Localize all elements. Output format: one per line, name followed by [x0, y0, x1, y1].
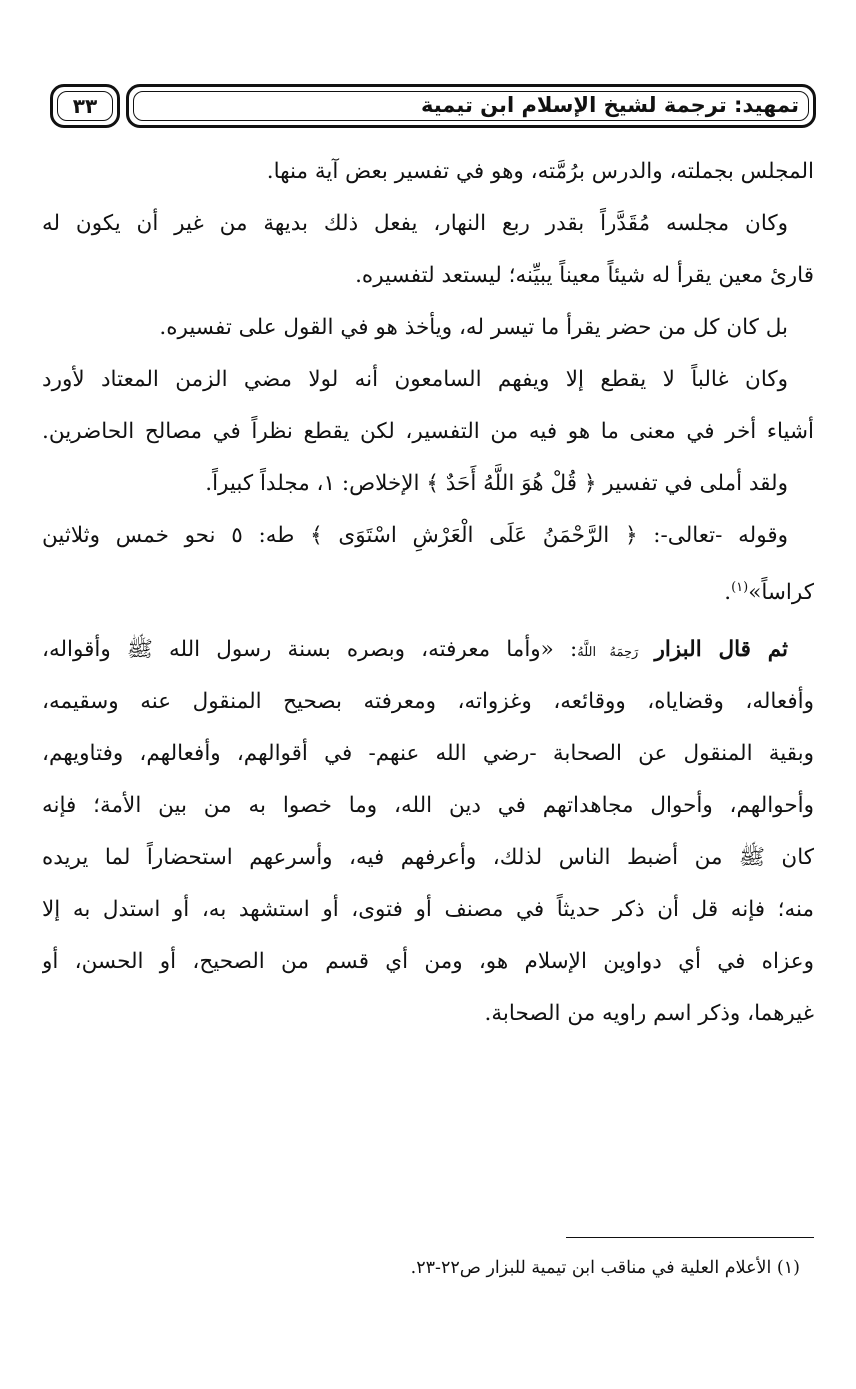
footnote: (١) الأعلام العلية في مناقب ابن تيمية للبزار ص٢٢-٢٣.: [410, 1258, 800, 1278]
text-line: منه؛ فإنه قل أن ذكر حديثاً في مصنف أو فتوى، أو استشهد به، أو استدل به إلا: [42, 897, 814, 922]
surah-reference: الإخلاص: ١، مجلداً كبيراً.: [205, 471, 420, 496]
text-line: قارئ معين يقرأ له شيئاً معيناً يبيِّنه؛ ليستعد لتفسيره.: [355, 263, 814, 288]
quran-verse: ﴿ الرَّحْمَنُ عَلَى الْعَرْشِ اسْتَوَى ﴾: [310, 523, 638, 548]
text-span: .: [724, 580, 732, 606]
header-title-frame: [126, 84, 816, 128]
main-text: [42, 146, 814, 1040]
paragraph-gap: [42, 614, 814, 624]
text-line: كان ﷺ من أضبط الناس لذلك، وأعرفهم فيه، وأسرعهم استحضاراً لما يريده: [42, 845, 814, 870]
text-line: أشياء أخر في معنى ما هو فيه من التفسير، لكن يقطع نظراً في مصالح الحاضرين.: [42, 419, 814, 444]
text-span: ولقد أملى في تفسير: [603, 471, 788, 496]
text-line: بل كان كل من حضر يقرأ ما تيسر له، ويأخذ هو في القول على تفسيره.: [159, 315, 788, 340]
page-number-frame: [50, 84, 120, 128]
text-line: وكان غالباً لا يقطع إلا ويفهم السامعون أنه لولا مضي الزمن المعتاد لأورد: [42, 367, 788, 392]
text-line: وأفعاله، وقضاياه، ووقائعه، وغزواته، ومعرفته بصحيح المنقول عنه وسقيمه،: [42, 689, 814, 714]
text-line: وبقية المنقول عن الصحابة -رضي الله عنهم- في أقوالهم، وأفعالهم، وفتاويهم،: [42, 741, 814, 766]
honorific: رَحِمَهُ اللَّهُ: [577, 645, 639, 660]
page-number: ٣٣: [72, 94, 98, 118]
running-header-title: تمهيد: ترجمة لشيخ الإسلام ابن تيمية: [421, 93, 799, 117]
speaker-name: ثم قال البزار: [654, 637, 789, 662]
text-line: غيرهما، وذكر اسم راويه من الصحابة.: [484, 1001, 814, 1026]
text-span: كراساً»: [748, 580, 814, 606]
text-line: [42, 624, 814, 676]
footnote-marker: (١): [731, 580, 749, 595]
text-line: وكان مجلسه مُقَدَّراً بقدر ربع النهار، يفعل ذلك بديهة من غير أن يكون له: [42, 211, 788, 236]
text-line-with-quran: [42, 458, 814, 510]
quran-verse: ﴿ قُلْ هُوَ اللَّهُ أَحَدٌ ﴾: [426, 471, 597, 496]
text-span: وقوله -تعالى-:: [653, 523, 788, 548]
text-line: وأحوالهم، وأحوال مجاهداتهم في دين الله، وما خصوا به من بين الأمة؛ فإنه: [42, 793, 814, 818]
text-line: [42, 562, 814, 614]
text-line-with-quran: [42, 510, 814, 562]
text-span: : «وأما معرفته، وبصره بسنة رسول الله ﷺ وأقواله،: [42, 637, 578, 662]
surah-reference: طه: ٥ نحو خمس وثلاثين: [42, 523, 295, 548]
text-line: المجلس بجملته، والدرس برُمَّته، وهو في تفسير بعض آية منها.: [266, 159, 814, 184]
footnote-separator: [566, 1237, 814, 1238]
text-line: وعزاه في أي دواوين الإسلام هو، ومن أي قسم من الصحيح، أو الحسن، أو: [42, 949, 814, 974]
